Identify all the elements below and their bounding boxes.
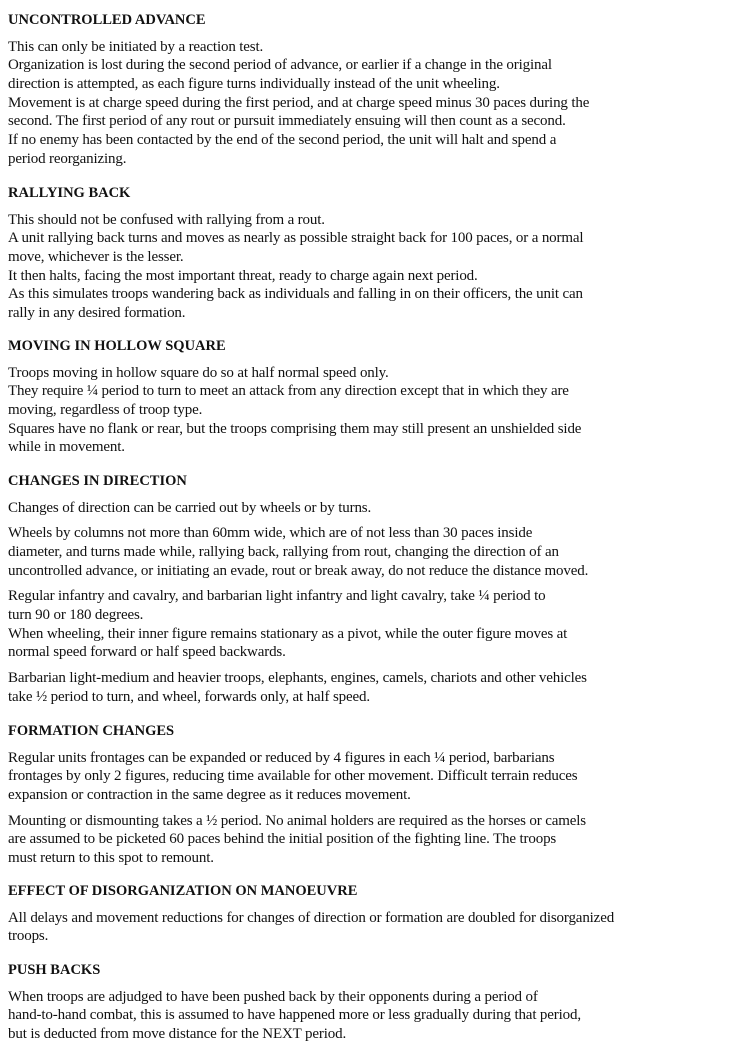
section-heading: PUSH BACKS [8,962,101,978]
text-line: All delays and movement reductions for changes of direction or formation are doubled for disorganized [8,909,615,926]
text-line: take ½ period to turn, and wheel, forwards only, at half speed. [8,688,370,705]
text-line: diameter, and turns made while, rallying back, rallying from rout, changing the direction of an [8,543,559,560]
text-line: This can only be initiated by a reaction test. [8,38,264,55]
section-heading: CHANGES IN DIRECTION [8,473,187,489]
section-push-backs [8,961,755,1051]
text-line: must return to this spot to remount. [8,849,214,866]
paragraph [8,909,755,946]
text-line: period reorganizing. [8,150,127,167]
paragraph [8,669,755,706]
text-line: expansion or contraction in the same degree as it reduces movement. [8,786,411,803]
paragraph [8,524,755,580]
section-formation-changes [8,722,755,875]
paragraph [8,364,755,457]
text-line: Organization is lost during the second period of advance, or earlier if a change in the original [8,57,552,74]
paragraph [8,812,755,868]
section-heading: RALLYING BACK [8,185,131,201]
text-line: As this simulates troops wandering back as individuals and falling in on their officers, the unit can [8,286,583,303]
text-line: second. The first period of any rout or pursuit immediately ensuing will then count as a second. [8,113,566,130]
paragraph [8,499,755,518]
paragraph [8,988,755,1044]
text-line: When wheeling, their inner figure remains stationary as a pivot, while the outer figure moves at [8,625,568,642]
text-line: A unit rallying back turns and moves as nearly as possible straight back for 100 paces, or a normal [8,230,584,247]
text-line: They require ¼ period to turn to meet an attack from any direction except that in which they are [8,383,569,400]
text-line: Movement is at charge speed during the first period, and at charge speed minus 30 paces during the [8,94,590,111]
text-line: Wheels by columns not more than 60mm wide, which are of not less than 30 paces inside [8,525,533,542]
section-changes-in-direction [8,472,755,713]
text-line: but is deducted from move distance for the NEXT period. [8,1025,347,1042]
paragraph [8,587,755,662]
text-line: hand-to-hand combat, this is assumed to have happened more or less gradually during that period, [8,1007,581,1024]
text-line: move, whichever is the lesser. [8,248,184,265]
section-rallying-back [8,184,755,330]
section-uncontrolled-advance [8,11,755,175]
text-line: Regular infantry and cavalry, and barbarian light infantry and light cavalry, take ¼ period to [8,588,546,605]
text-line: troops. [8,928,49,945]
text-line: turn 90 or 180 degrees. [8,606,144,623]
paragraph [8,38,755,169]
text-line: When troops are adjudged to have been pushed back by their opponents during a period of [8,988,538,1005]
section-effect-of-disorganization-on-manoeuvre [8,882,755,953]
paragraph [8,211,755,323]
section-heading: UNCONTROLLED ADVANCE [8,12,206,28]
text-line: Squares have no flank or rear, but the troops comprising them may still present an unshielded side [8,420,582,437]
section-moving-in-hollow-square [8,337,755,464]
text-line: are assumed to be picketed 60 paces behind the initial position of the fighting line. The troops [8,831,557,848]
text-line: normal speed forward or half speed backwards. [8,644,286,661]
text-line: frontages by only 2 figures, reducing time available for other movement. Difficult terrain reduces [8,768,578,785]
section-heading: EFFECT OF DISORGANIZATION ON MANOEUVRE [8,883,358,899]
text-line: moving, regardless of troop type. [8,401,203,418]
text-line: Barbarian light-medium and heavier troops, elephants, engines, camels, chariots and other vehicles [8,670,587,686]
text-line: direction is attempted, as each figure turns individually instead of the unit wheeling. [8,75,500,92]
text-line: Changes of direction can be carried out by wheels or by turns. [8,499,372,516]
text-line: while in movement. [8,439,125,456]
text-line: If no enemy has been contacted by the end of the second period, the unit will halt and spend a [8,131,557,148]
text-line: Troops moving in hollow square do so at half normal speed only. [8,364,389,381]
text-line: It then halts, facing the most important threat, ready to charge again next period. [8,267,478,284]
text-line: uncontrolled advance, or initiating an evade, rout or break away, do not reduce the distance moved. [8,562,589,579]
section-heading: MOVING IN HOLLOW SQUARE [8,338,226,354]
text-line: Regular units frontages can be expanded or reduced by 4 figures in each ¼ period, barbarians [8,749,555,766]
paragraph [8,749,755,805]
section-heading: FORMATION CHANGES [8,723,175,739]
text-line: rally in any desired formation. [8,304,186,321]
text-line: This should not be confused with rallying from a rout. [8,211,325,228]
text-line: Mounting or dismounting takes a ½ period. No animal holders are required as the horses or camels [8,812,586,829]
